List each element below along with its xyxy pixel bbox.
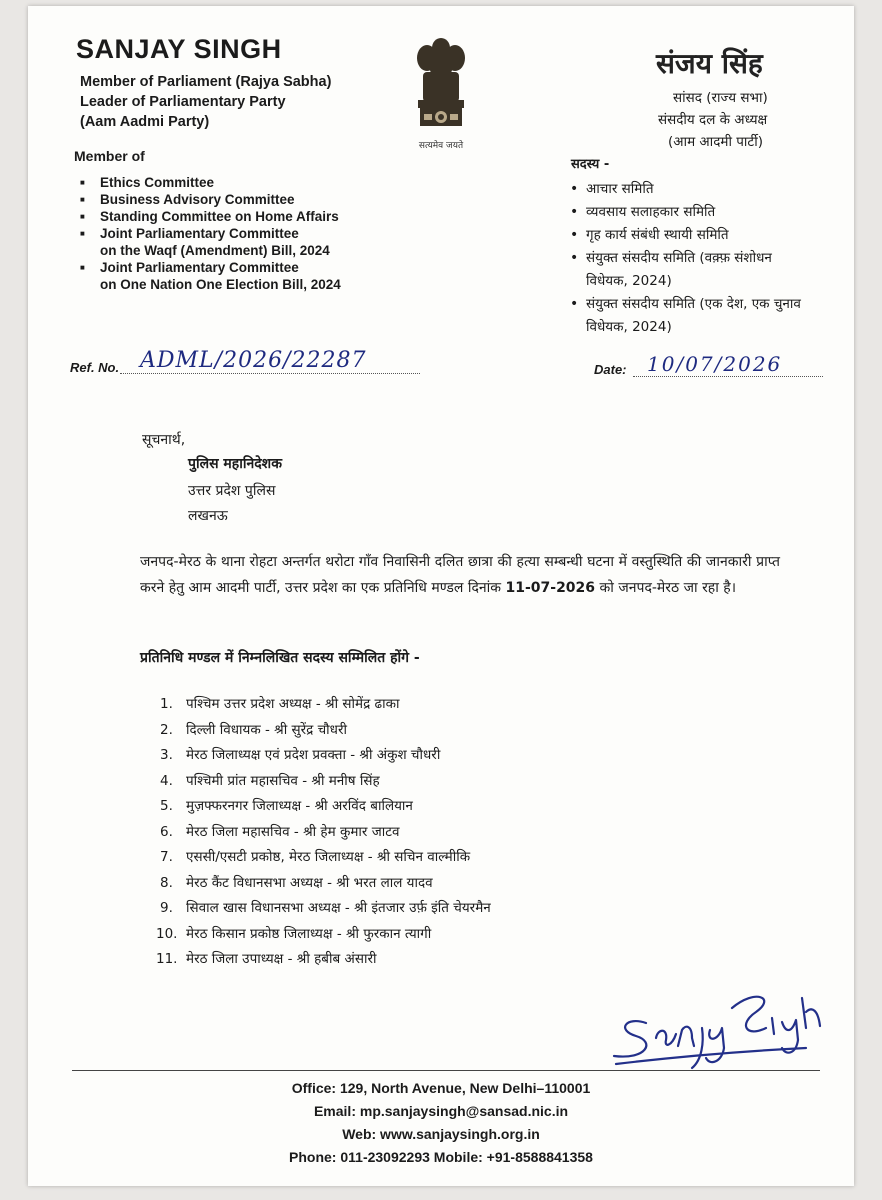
emblem-motto: सत्यमेव जयते (418, 141, 464, 151)
paragraph-end: को जनपद-मेरठ जा रहा है। (599, 580, 737, 596)
member-text: मेरठ कैंट विधानसभा अध्यक्ष - श्री भरत लाल यादव (186, 874, 433, 891)
footer-office: Office: 129, North Avenue, New Delhi–110001 (291, 1080, 591, 1096)
sender-title-hi-1: सांसद (राज्य सभा) (673, 90, 768, 106)
sender-title-hi-3: (आम आदमी पार्टी) (668, 134, 763, 150)
list-item: 11. मेरठ जिला उपाध्यक्ष - श्री हबीब अंसारी (160, 947, 491, 973)
list-item: 3. मेरठ जिलाध्यक्ष एवं प्रदेश प्रवक्ता - श्री अंकुश चौधरी (160, 743, 491, 769)
sender-title-line-3: (Aam Aadmi Party) (80, 114, 210, 130)
member-text: मेरठ जिलाध्यक्ष एवं प्रदेश प्रवक्ता - श्री अंकुश चौधरी (186, 747, 441, 763)
list-item: 4. पश्चिमी प्रांत महासचिव - श्री मनीष सिंह (160, 769, 491, 795)
member-text: सिवाल खास विधानसभा अध्यक्ष - श्री इंतजार उर्फ़ इंति चेयरमैन (186, 900, 491, 916)
footer-divider (72, 1070, 820, 1071)
footer-phone: Phone: 011-23092293 Mobile: +91-8588841358 (289, 1149, 593, 1165)
list-item: 7. एससी/एसटी प्रकोष्ठ, मेरठ जिलाध्यक्ष - श्री सचिन वाल्मीकि (160, 845, 491, 871)
addressee-line-3: लखनऊ (188, 508, 228, 524)
member-text: पश्चिमी प्रांत महासचिव - श्री मनीष सिंह (186, 772, 380, 789)
committee-item: ■ Joint Parliamentary Committee on One Nation One Election Bill, 2024 (78, 259, 368, 293)
sender-title-hi-2: संसदीय दल के अध्यक्ष (658, 112, 768, 128)
footer-web: Web: www.sanjaysingh.org.in (342, 1126, 540, 1142)
member-text: मेरठ किसान प्रकोष्ठ जिलाध्यक्ष - श्री फुरकान त्यागी (186, 925, 432, 942)
letter-paragraph (140, 549, 780, 601)
addressee-line-1: पुलिस महानिदेशक (188, 456, 282, 472)
members-heading: प्रतिनिधि मण्डल में निम्नलिखित सदस्य सम्मिलित होंगे - (140, 650, 420, 666)
paragraph-date: 11-07-2026 (505, 580, 596, 596)
handwritten-signature (606, 968, 836, 1078)
committee-list-hi (568, 178, 828, 339)
committee-item: ■ Joint Parliamentary Committee on the Waqf (Amendment) Bill, 2024 (78, 225, 368, 259)
committee-item: ■ Ethics Committee (78, 174, 368, 191)
list-item: 8. मेरठ कैंट विधानसभा अध्यक्ष - श्री भरत लाल यादव (160, 871, 491, 897)
ref-no-value: ADML/2026/22287 (120, 348, 420, 374)
committee-item-hi: • गृह कार्य संबंधी स्थायी समिति (568, 224, 828, 247)
committee-item-hi: • व्यवसाय सलाहकार समिति (568, 201, 828, 224)
member-text: दिल्ली विधायक - श्री सुरेंद्र चौधरी (186, 721, 347, 738)
national-emblem-icon (406, 26, 476, 154)
salutation: सूचनार्थ, (142, 432, 186, 448)
committee-item: ■ Standing Committee on Home Affairs (78, 208, 368, 225)
date-label: Date: (594, 362, 627, 377)
member-text: एससी/एसटी प्रकोष्ठ, मेरठ जिलाध्यक्ष - श्री सचिन वाल्मीकि (186, 849, 471, 865)
addressee-line-2: उत्तर प्रदेश पुलिस (188, 483, 276, 499)
member-of-label-en: Member of (74, 148, 145, 164)
committee-item-hi: • संयुक्त संसदीय समिति (एक देश, एक चुनाव विधेयक, 2024) (568, 293, 828, 339)
sender-title-line-1: Member of Parliament (Rajya Sabha) (80, 74, 332, 90)
member-text: पश्चिम उत्तर प्रदेश अध्यक्ष - श्री सोमेंद्र ढाका (186, 696, 400, 712)
committee-item-hi: • संयुक्त संसदीय समिति (वक़्फ़ संशोधन विधेयक, 2024) (568, 247, 828, 293)
sender-title-line-2: Leader of Parliamentary Party (80, 94, 286, 110)
list-item: 1. पश्चिम उत्तर प्रदेश अध्यक्ष - श्री सोमेंद्र ढाका (160, 692, 491, 718)
member-of-label-hi: सदस्य - (571, 157, 610, 172)
member-text: मुज़फ्फरनगर जिलाध्यक्ष - श्री अरविंद बालियान (186, 798, 413, 814)
committee-list-en (78, 174, 368, 293)
footer-email: Email: mp.sanjaysingh@sansad.nic.in (313, 1103, 569, 1119)
list-item: 9. सिवाल खास विधानसभा अध्यक्ष - श्री इंतजार उर्फ़ इंति चेयरमैन (160, 896, 491, 922)
letterhead-page (28, 6, 854, 1186)
committee-item-hi: • आचार समिति (568, 178, 828, 201)
committee-item: ■ Business Advisory Committee (78, 191, 368, 208)
date-value: 10/07/2026 (633, 352, 823, 377)
member-text: मेरठ जिला महासचिव - श्री हेम कुमार जाटव (186, 823, 400, 840)
delegation-member-list (156, 692, 491, 973)
ref-no-label: Ref. No. (70, 360, 120, 375)
list-item: 2. दिल्ली विधायक - श्री सुरेंद्र चौधरी (160, 718, 491, 744)
sender-name-en: SANJAY SINGH (76, 34, 282, 64)
sender-name-hi: संजय सिंह (656, 47, 763, 80)
list-item: 5. मुज़फ्फरनगर जिलाध्यक्ष - श्री अरविंद बालियान (160, 794, 491, 820)
member-text: मेरठ जिला उपाध्यक्ष - श्री हबीब अंसारी (186, 951, 377, 967)
paragraph-text: जनपद-मेरठ के थाना रोहटा अन्तर्गत थरोटा गाँव निवासिनी दलित छात्रा की हत्या सम्बन्धी घटना में वस्तुस्थिति की जानकारी प्राप्त करने हेतु आम आदमी पार्टी, उत्तर प्रदेश का एक प्रतिनिधि मण्डल दिनांक (140, 554, 780, 596)
list-item: 6. मेरठ जिला महासचिव - श्री हेम कुमार जाटव (160, 820, 491, 846)
list-item: 10. मेरठ किसान प्रकोष्ठ जिलाध्यक्ष - श्री फुरकान त्यागी (160, 922, 491, 948)
